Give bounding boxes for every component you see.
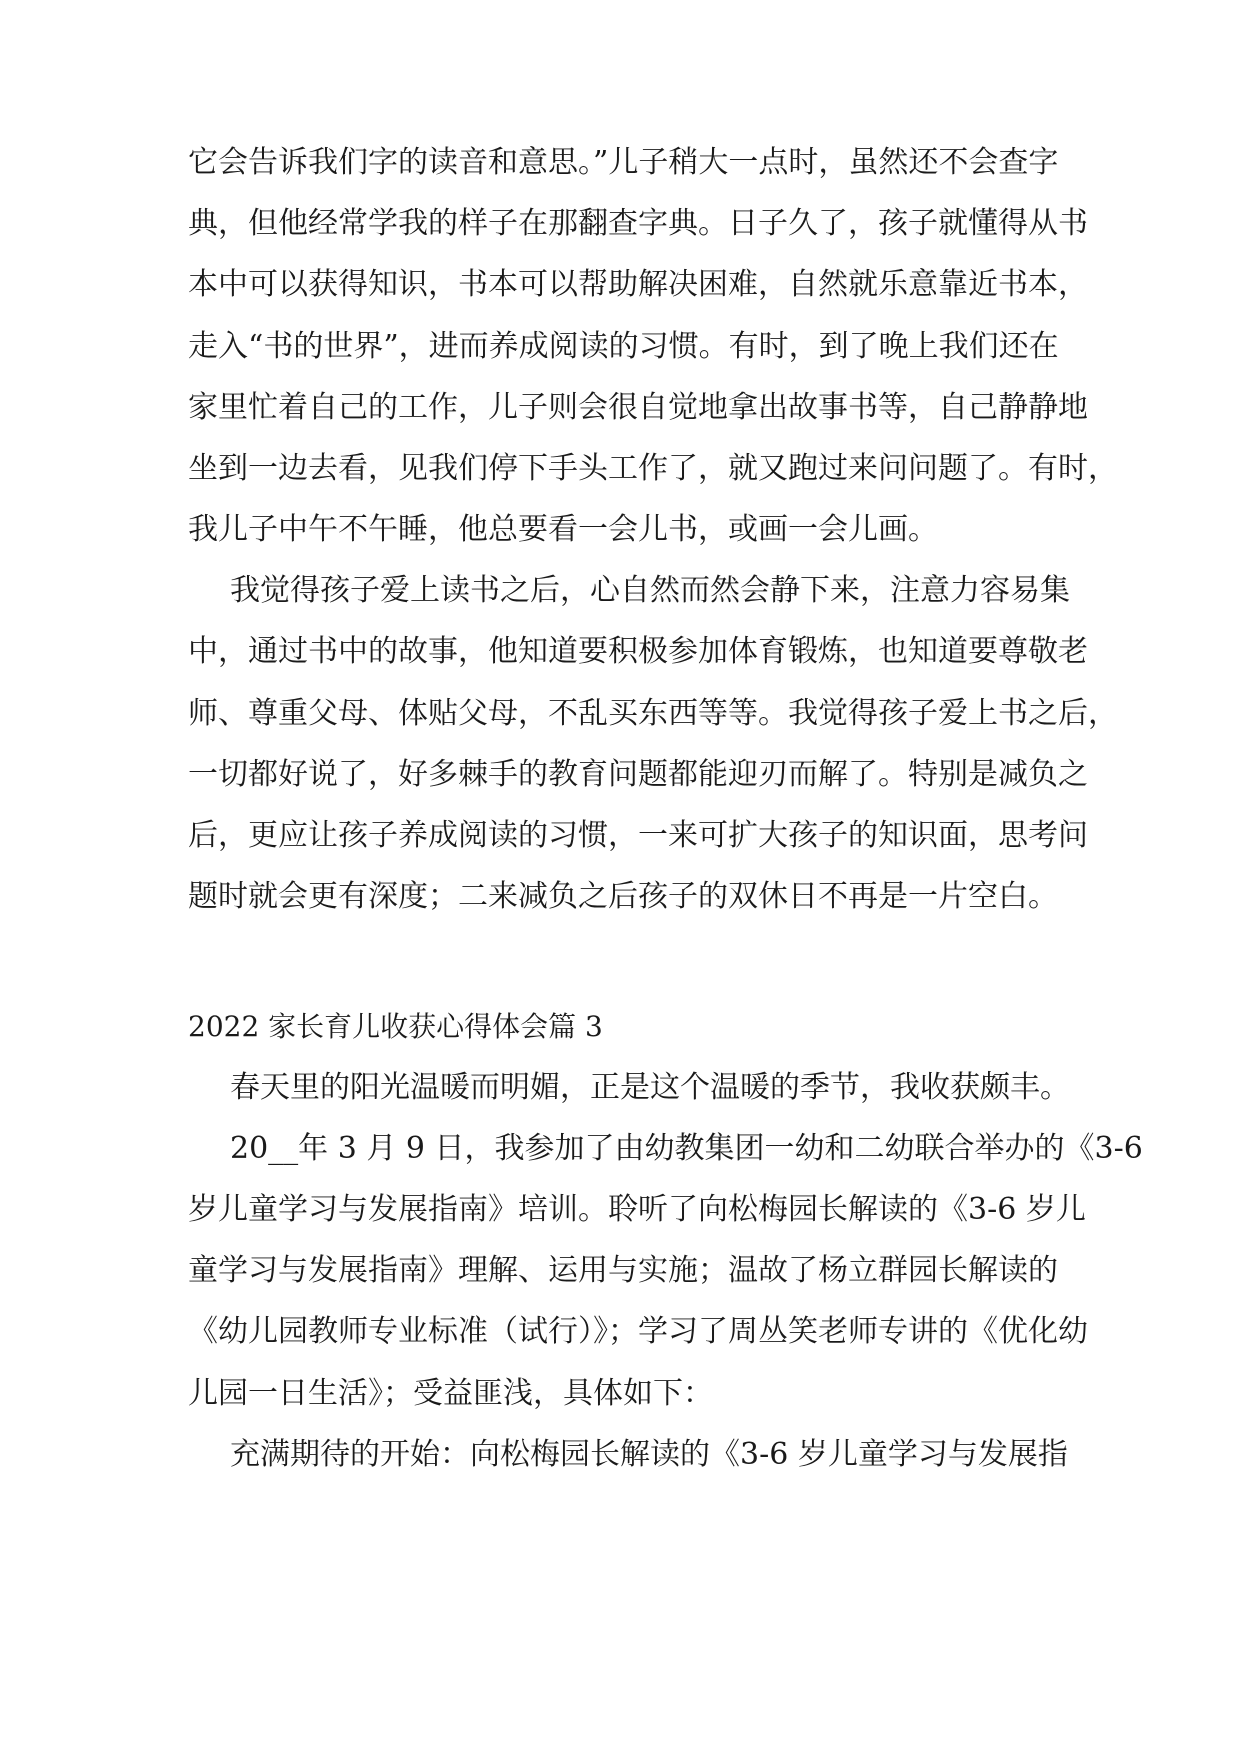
paragraph-line: 走入“书的世界”，进而养成阅读的习惯。有时，到了晚上我们还在 <box>188 329 1059 364</box>
paragraph-line: 我觉得孩子爱上读书之后，心自然而然会静下来，注意力容易集 <box>230 573 1070 608</box>
paragraph-line: 它会告诉我们字的读音和意思。”儿子稍大一点时，虽然还不会查字 <box>188 145 1059 180</box>
paragraph-line: 本中可以获得知识，书本可以帮助解决困难，自然就乐意靠近书本， <box>188 267 1088 302</box>
paragraph-line: 一切都好说了，好多棘手的教育问题都能迎刃而解了。特别是减负之 <box>188 757 1088 792</box>
section-heading: 2022 家长育儿收获心得体会篇 3 <box>188 1010 603 1043</box>
paragraph-line: 岁儿童学习与发展指南》培训。聆听了向松梅园长解读的《3-6 岁儿 <box>188 1192 1086 1227</box>
paragraph-line: 充满期待的开始：向松梅园长解读的《3-6 岁儿童学习与发展指 <box>230 1437 1068 1472</box>
paragraph-line: 家里忙着自己的工作，儿子则会很自觉地拿出故事书等，自己静静地 <box>188 390 1088 425</box>
paragraph-line: 后，更应让孩子养成阅读的习惯，一来可扩大孩子的知识面，思考问 <box>188 818 1088 853</box>
paragraph-line: 我儿子中午不午睡，他总要看一会儿书，或画一会儿画。 <box>188 512 938 547</box>
paragraph-line: 春天里的阳光温暖而明媚，正是这个温暖的季节，我收获颇丰。 <box>230 1070 1070 1105</box>
paragraph-line: 典，但他经常学我的样子在那翻查字典。日子久了，孩子就懂得从书 <box>188 206 1088 241</box>
paragraph-line: 《幼儿园教师专业标准（试行）》；学习了周丛笑老师专讲的《优化幼 <box>188 1314 1088 1349</box>
paragraph-line: 中，通过书中的故事，他知道要积极参加体育锻炼，也知道要尊敬老 <box>188 634 1088 669</box>
paragraph-line: 童学习与发展指南》理解、运用与实施；温故了杨立群园长解读的 <box>188 1253 1058 1288</box>
paragraph-line: 20__年 3 月 9 日，我参加了由幼教集团一幼和二幼联合举办的《3-6 <box>230 1131 1143 1166</box>
paragraph-line: 儿园一日生活》；受益匪浅，具体如下： <box>188 1376 713 1411</box>
paragraph-line: 坐到一边去看，见我们停下手头工作了，就又跑过来问问题了。有时， <box>188 451 1118 486</box>
paragraph-line: 师、尊重父母、体贴父母，不乱买东西等等。我觉得孩子爱上书之后， <box>188 696 1118 731</box>
paragraph-line: 题时就会更有深度；二来减负之后孩子的双休日不再是一片空白。 <box>188 879 1058 914</box>
